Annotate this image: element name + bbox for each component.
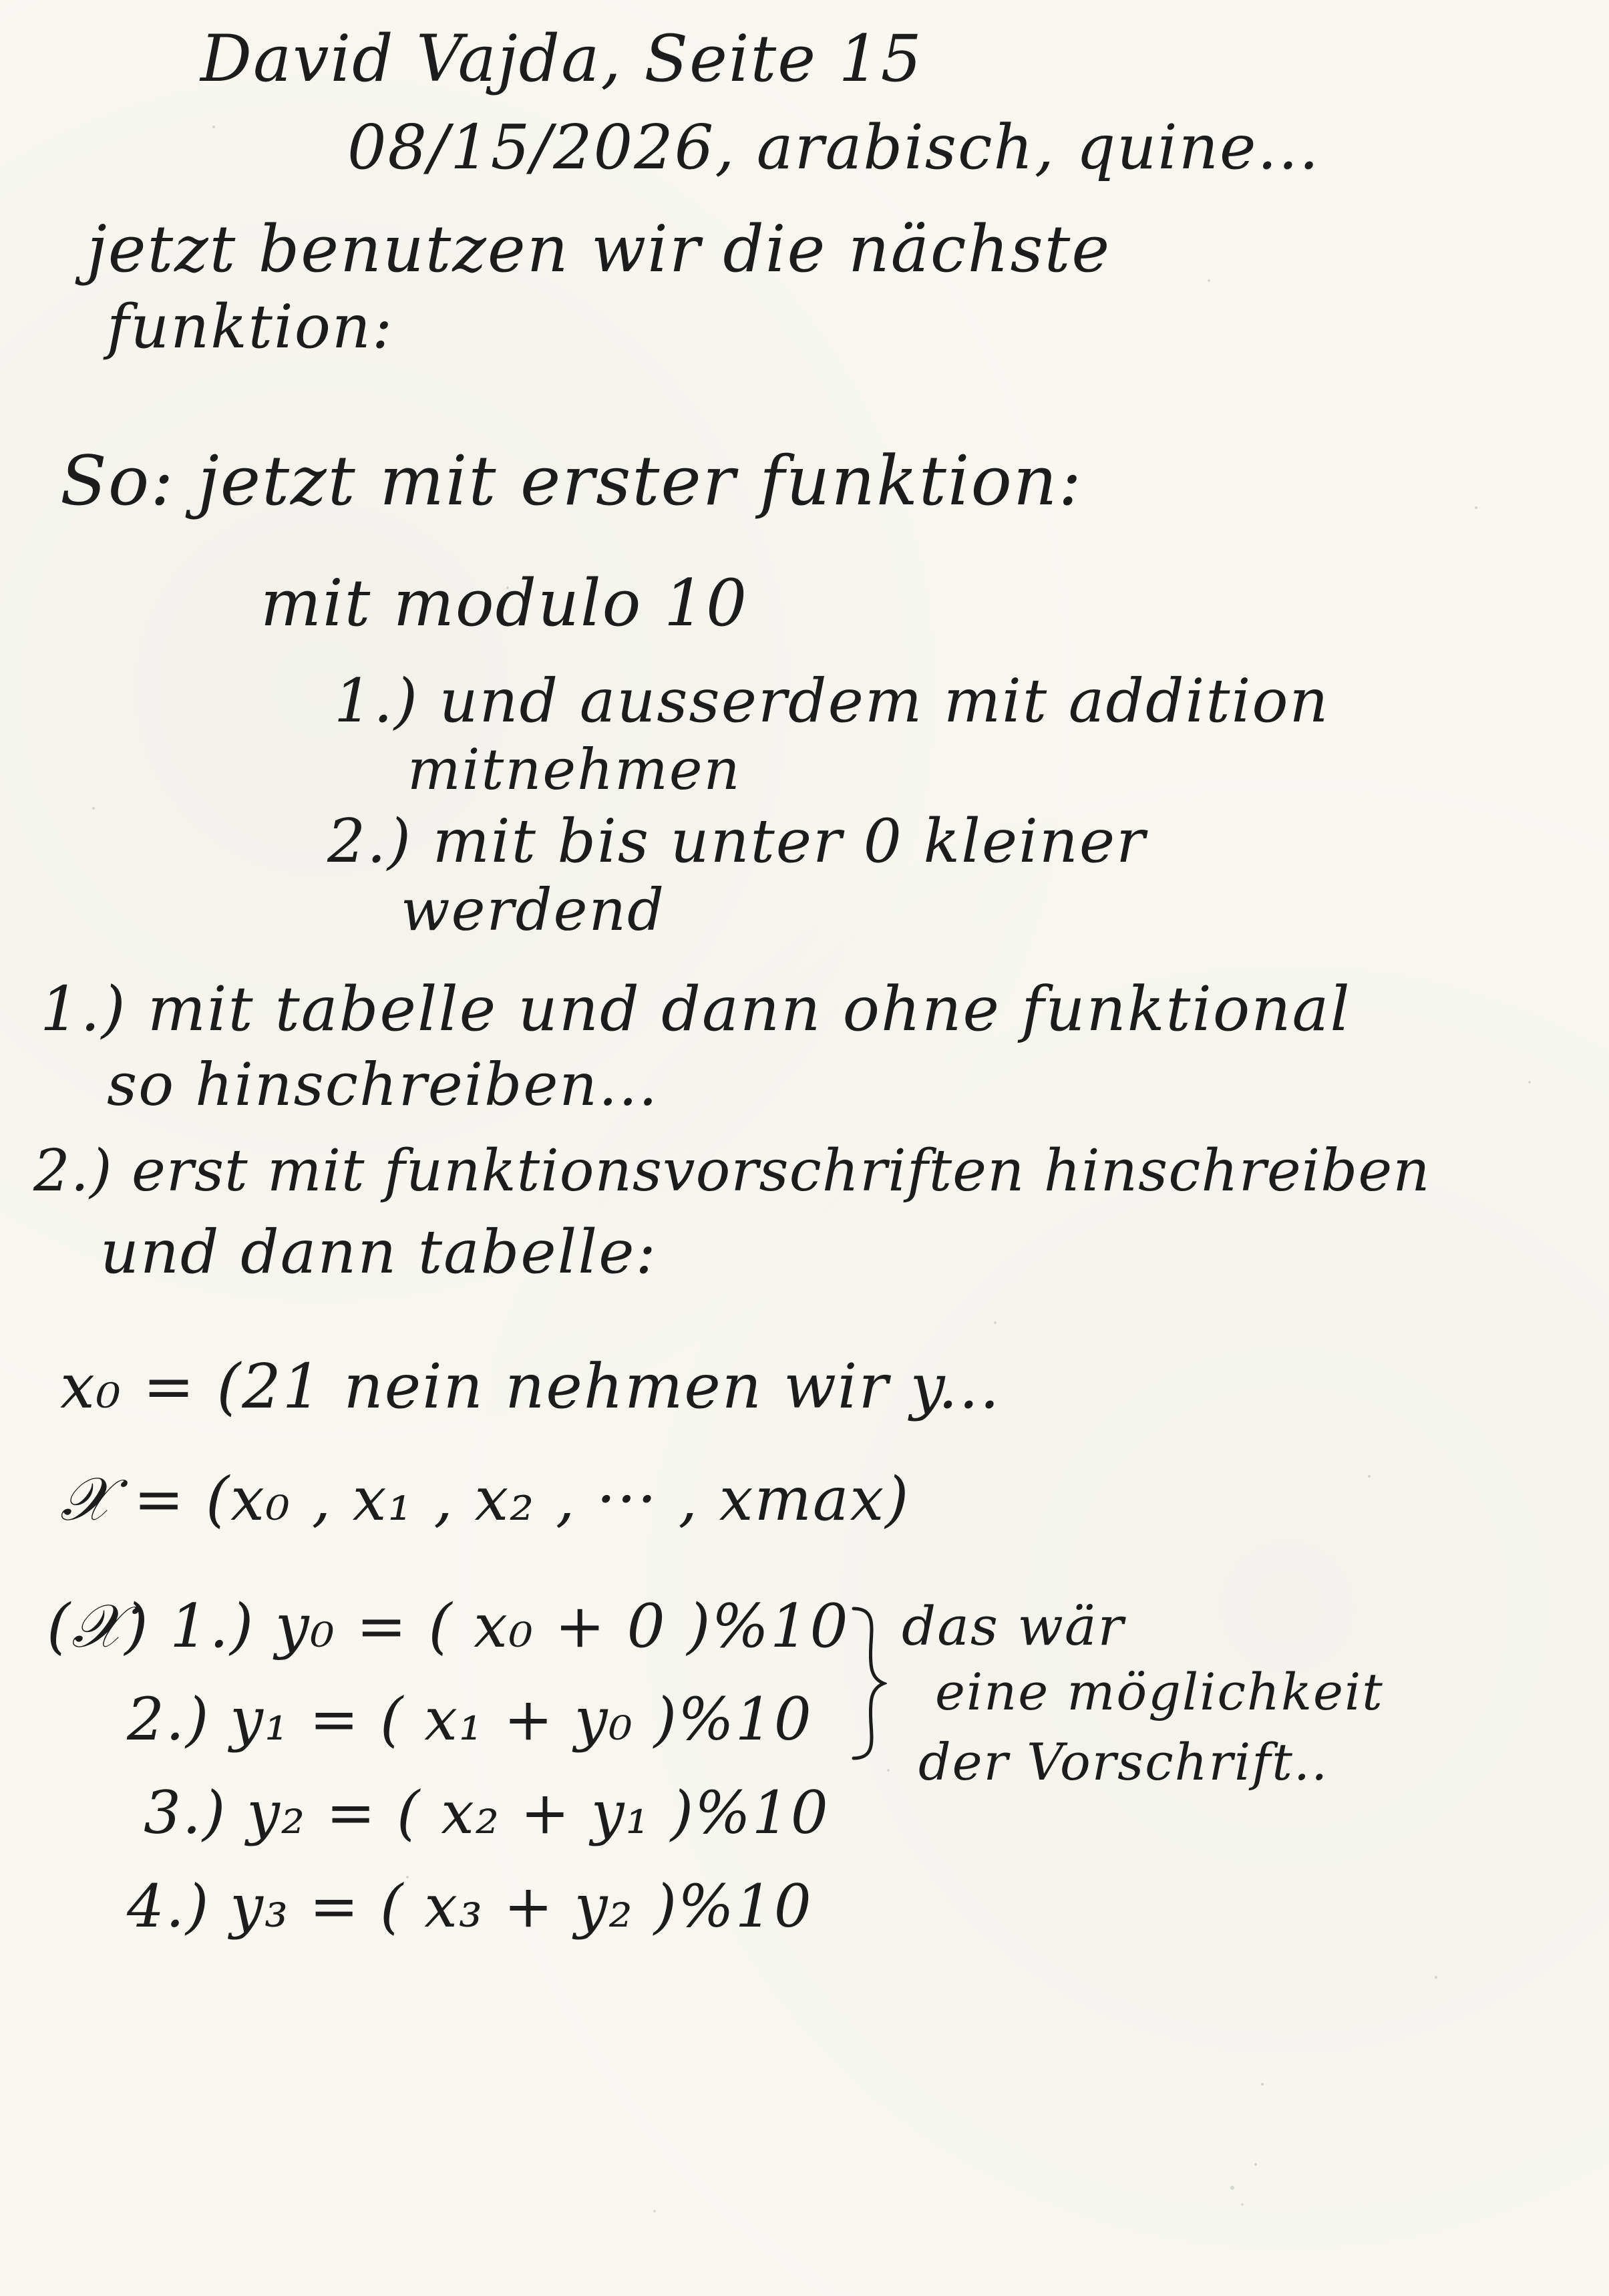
sub2-line-1: 2.) mit bis unter 0 kleiner [327,806,1147,876]
option1-line-2: so hinschreiben... [107,1050,659,1119]
brace-note-line-1: das wär [902,1595,1125,1657]
note-subheader: 08/15/2026, arabisch, quine... [347,112,1320,183]
option1-line-1: 1.) mit tabelle und dann ohne funktional [40,973,1351,1045]
brace-note-line-2: eine möglichkeit [935,1662,1384,1721]
sub1-line-1: 1.) und ausserdem mit addition [334,666,1330,736]
curly-brace-icon [847,1603,887,1764]
option2-line-1: 2.) erst mit funktionsvorschriften hinschreiben [33,1138,1431,1204]
intro-line-2: funktion: [107,292,394,362]
x0-line: x₀ = (21 nein nehmen wir y... [60,1351,1001,1422]
modulo-line: mit modulo 10 [260,566,749,641]
equation-3: 3.) y₂ = ( x₂ + y₁ )%10 [144,1778,830,1847]
brace-note-line-3: der Vorschrift.. [918,1732,1329,1792]
sub2-line-2: werdend [401,877,666,944]
option2-line-2: und dann tabelle: [100,1217,657,1287]
x-vector: 𝒳 = (x₀ , x₁ , x₂ , ··· , xmax) [60,1464,910,1534]
equation-2: 2.) y₁ = ( x₁ + y₀ )%10 [127,1685,813,1754]
note-header: David Vajda, Seite 15 [200,21,923,96]
intro-line-1: jetzt benutzen wir die nächste [87,212,1111,287]
so-line: So: jetzt mit erster funktion: [60,442,1083,521]
equation-1: (𝒳) 1.) y₀ = ( x₀ + 0 )%10 [47,1591,850,1661]
equation-4: 4.) y₃ = ( x₃ + y₂ )%10 [127,1872,813,1941]
sub1-line-2: mitnehmen [407,737,741,802]
